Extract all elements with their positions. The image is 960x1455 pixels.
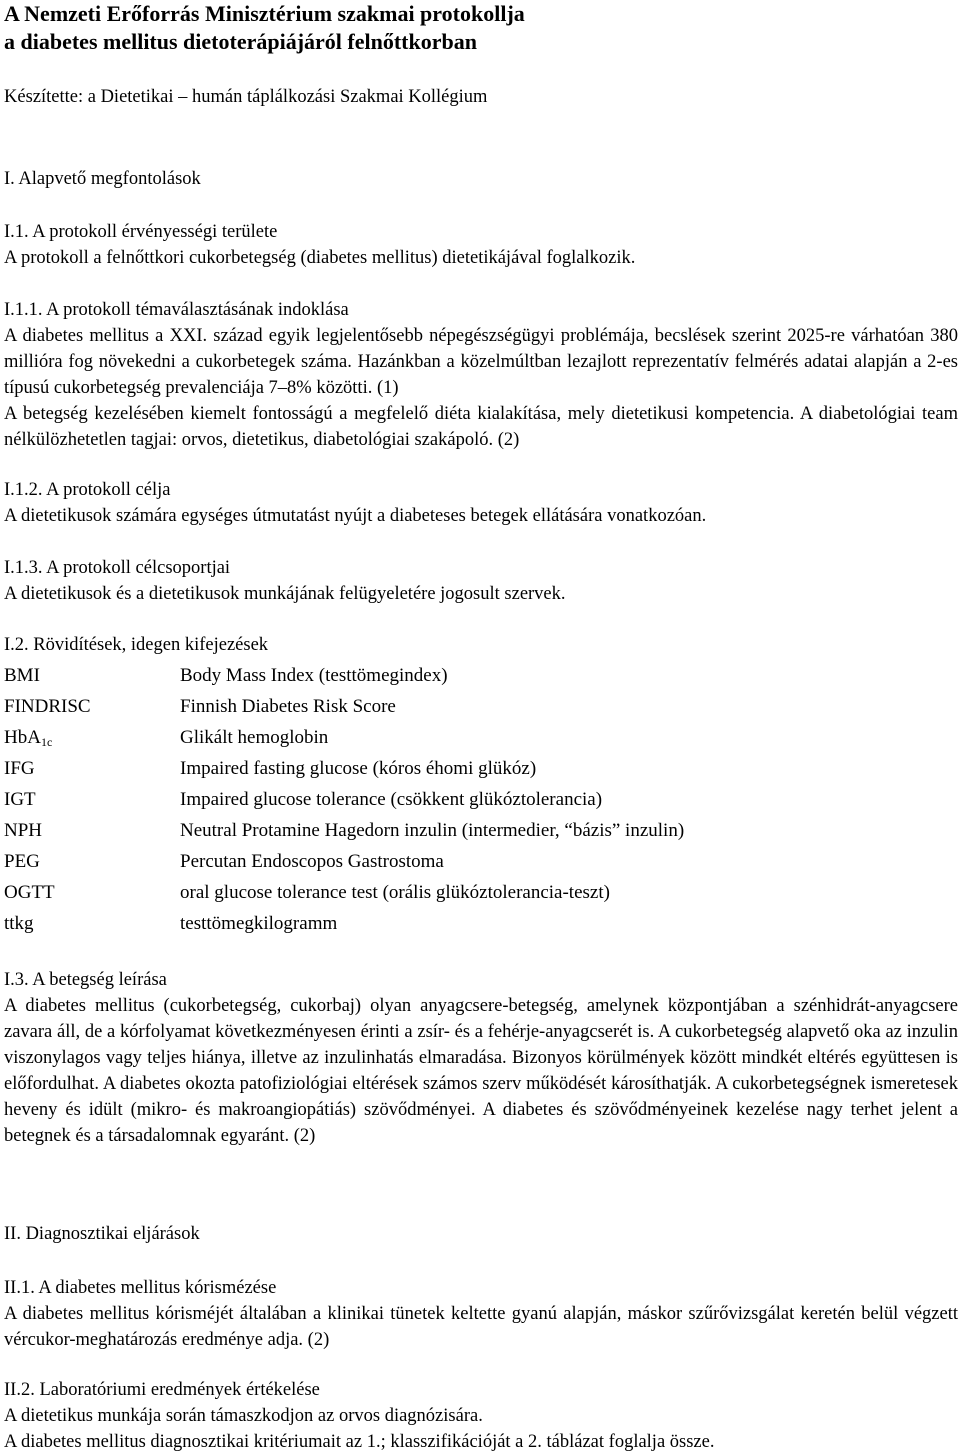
abbreviation-term: BMI (4, 665, 40, 686)
abbreviation-term (4, 722, 180, 753)
title-line-1: A Nemzeti Erőforrás Minisztérium szakmai protokollja (4, 1, 525, 26)
section-heading-i-1: I.1. A protokoll érvényességi területe (4, 222, 278, 242)
abbreviation-definition: testtömegkilogramm (180, 913, 338, 934)
document-title (4, 0, 525, 56)
section-text-ii-1: A diabetes mellitus kórisméjét általában a klinikai tünetek keltette gyanú alapján, máskor szűrővizsgálat keretén belül végzett vércukor-meghatározás eredménye adja. (2) (4, 1304, 958, 1350)
abbreviation-definition: Impaired glucose tolerance (csökkent glükóztolerancia) (180, 789, 603, 810)
section-heading-i: I. Alapvető megfontolások (4, 169, 201, 189)
section-i-1-3 (4, 555, 958, 607)
abbreviation-term: NPH (4, 820, 43, 841)
author-line: Készítette: a Dietetikai – humán táplálkozási Szakmai Kollégium (4, 87, 488, 107)
section-heading-i-3: I.3. A betegség leírása (4, 970, 167, 990)
section-heading-ii-2: II.2. Laboratóriumi eredmények értékelése (4, 1380, 320, 1400)
abbreviation-row (4, 691, 864, 722)
abbreviation-definition: Percutan Endoscopos Gastrostoma (180, 851, 444, 872)
abbreviation-row (4, 908, 864, 939)
abbreviation-definition: oral glucose tolerance test (orális glükóztolerancia-teszt) (180, 882, 610, 903)
abbreviation-definition: Body Mass Index (testtömegindex) (180, 665, 448, 686)
section-heading-i-1-1: I.1.1. A protokoll témaválasztásának indoklása (4, 300, 349, 320)
abbreviation-row (4, 815, 864, 846)
section-i-1 (4, 219, 958, 271)
abbreviation-row (4, 722, 864, 753)
section-ii-1 (4, 1275, 958, 1353)
abbreviation-list (4, 660, 864, 939)
section-text-i-1: A protokoll a felnőttkori cukorbetegség (diabetes mellitus) dietetikájával foglalkozik. (4, 248, 636, 268)
abbreviation-term: PEG (4, 851, 40, 872)
title-line-2: a diabetes mellitus dietoterápiájáról felnőttkorban (4, 29, 477, 54)
abbreviation-row (4, 877, 864, 908)
section-text-i-1-1-b: A betegség kezelésében kiemelt fontosságú a megfelelő diéta kialakítása, mely dietetikusi kompetencia. A diabetológiai team nélkülözhetetlen tagjai: orvos, dietetikus, diabetológiai szakápoló. (2) (4, 404, 958, 450)
section-text-ii-2-a: A dietetikus munkája során támaszkodjon az orvos diagnózisára. (4, 1406, 483, 1426)
section-ii-2 (4, 1377, 958, 1455)
section-heading-ii: II. Diagnosztikai eljárások (4, 1224, 200, 1244)
abbreviation-definition: Neutral Protamine Hagedorn inzulin (intermedier, “bázis” inzulin) (180, 820, 685, 841)
abbreviation-definition: Glikált hemoglobin (180, 727, 329, 748)
abbreviation-row (4, 660, 864, 691)
abbreviation-definition: Finnish Diabetes Risk Score (180, 696, 396, 717)
section-text-i-3: A diabetes mellitus (cukorbetegség, cukorbaj) olyan anyagcsere-betegség, amelynek központjában a szénhidrát-anyagcsere zavara áll, de a kórfolyamat következményesen érinti a zsír- és a fehérje-anyagcserét is. A cukorbetegség alapvető oka az inzulin viszonylagos vagy teljes hiánya, illetve az inzulinhatás elmaradása. Bizonyos körülmények között mindkét eltérés együttesen is előfordulhat. A diabetes okozta patofiziológiai eltérések számos szerv működését károsíthatják. A cukorbetegségnek ismeretesek heveny és idült (mikro- és makroangiopátiás) szövődményei. A diabetes és szövődményeinek kezelése nagy terhet jelent a betegnek és a társadalomnak egyaránt. (2) (4, 996, 958, 1146)
abbreviation-term: FINDRISC (4, 696, 91, 717)
section-heading-i-1-2: I.1.2. A protokoll célja (4, 480, 171, 500)
section-text-i-1-3: A dietetikusok és a dietetikusok munkájának felügyeletére jogosult szervek. (4, 584, 566, 604)
section-heading-i-1-3: I.1.3. A protokoll célcsoportjai (4, 558, 231, 578)
section-text-i-1-2: A dietetikusok számára egységes útmutatást nyújt a diabeteses betegek ellátására vonatkozóan. (4, 506, 707, 526)
abbreviation-term: IGT (4, 789, 36, 810)
section-text-i-1-1-a: A diabetes mellitus a XXI. század egyik legjelentősebb népegészségügyi problémája, becslések szerint 2025-re várhatóan 380 millióra fog növekedni a cukorbetegek száma. Hazánkban a közelmúltban lezajlott reprezentatív felmérés adatai alapján a 2-es típusú cukorbetegség prevalenciája 7–8% közötti. (1) (4, 326, 958, 398)
abbreviation-term: IFG (4, 758, 35, 779)
section-text-ii-2-b: A diabetes mellitus diagnosztikai kritériumait az 1.; klasszifikációját a 2. táblázat foglalja össze. (4, 1432, 715, 1452)
abbreviation-term-subscript: 1c (40, 735, 53, 749)
section-i-3 (4, 967, 958, 1149)
abbreviation-definition: Impaired fasting glucose (kóros éhomi glükóz) (180, 758, 537, 779)
abbreviation-row (4, 753, 864, 784)
section-heading-i-2: I.2. Rövidítések, idegen kifejezések (4, 635, 269, 655)
section-heading-ii-1: II.1. A diabetes mellitus kórismézése (4, 1278, 277, 1298)
abbreviation-term-main: HbA (4, 727, 41, 748)
abbreviation-row (4, 846, 864, 877)
abbreviation-term: ttkg (4, 913, 34, 934)
section-i-1-1 (4, 297, 958, 453)
abbreviation-row (4, 784, 864, 815)
abbreviation-term: OGTT (4, 882, 55, 903)
section-i-1-2 (4, 477, 958, 529)
